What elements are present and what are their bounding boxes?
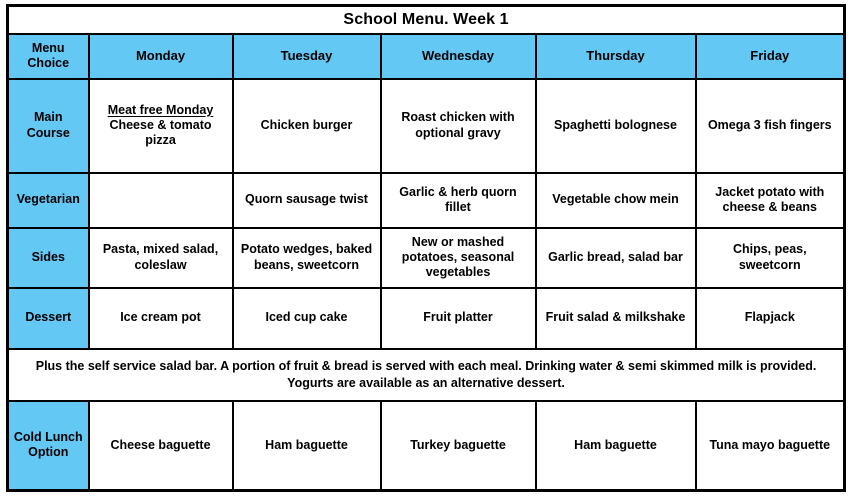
column-header-thursday: Thursday <box>536 34 696 79</box>
row-label-dessert: Dessert <box>8 288 89 349</box>
column-header-wednesday: Wednesday <box>381 34 536 79</box>
cell-sides-wednesday: New or mashed potatoes, seasonal vegetables <box>381 228 536 288</box>
menu-note-line-2: Yogurts are available as an alternative dessert. <box>287 375 565 390</box>
cell-main-course-friday: Omega 3 fish fingers <box>696 79 845 173</box>
cell-dessert-monday: Ice cream pot <box>89 288 233 349</box>
table-row-dessert <box>8 288 845 349</box>
cell-sides-thursday: Garlic bread, salad bar <box>536 228 696 288</box>
column-header-friday: Friday <box>696 34 845 79</box>
menu-choice-header-line-2: Choice <box>27 56 70 70</box>
cell-vegetarian-friday: Jacket potato with cheese & beans <box>696 173 845 228</box>
cell-dessert-friday: Flapjack <box>696 288 845 349</box>
cell-cold-lunch-wednesday: Turkey baguette <box>381 401 536 491</box>
table-row-sides <box>8 228 845 288</box>
table-row-note <box>8 349 845 401</box>
cell-main-course-thursday: Spaghetti bolognese <box>536 79 696 173</box>
main-course-label-line-2: Course <box>26 125 70 140</box>
cell-cold-lunch-friday: Tuna mayo baguette <box>696 401 845 491</box>
row-label-cold-lunch-option <box>8 401 89 491</box>
cell-cold-lunch-tuesday: Ham baguette <box>233 401 381 491</box>
cell-dessert-tuesday: Iced cup cake <box>233 288 381 349</box>
cold-lunch-label-line-1: Cold Lunch <box>13 430 83 444</box>
table-row-main-course <box>8 79 845 173</box>
cold-lunch-label-line-2: Option <box>28 445 69 460</box>
row-label-main-course <box>8 79 89 173</box>
cell-sides-friday: Chips, peas, sweetcorn <box>696 228 845 288</box>
table-row-cold-lunch-option <box>8 401 845 491</box>
menu-choice-header-line-1: Menu <box>31 40 65 55</box>
cell-sides-monday: Pasta, mixed salad, coleslaw <box>89 228 233 288</box>
school-menu-table <box>6 4 846 492</box>
cell-vegetarian-thursday: Vegetable chow mein <box>536 173 696 228</box>
table-row-vegetarian <box>8 173 845 228</box>
column-header-row <box>8 34 845 79</box>
column-header-monday: Monday <box>89 34 233 79</box>
title-row <box>8 6 845 34</box>
meat-free-monday-heading: Meat free Monday <box>107 102 214 117</box>
cell-main-course-monday <box>89 79 233 173</box>
page-title: School Menu. Week 1 <box>8 6 845 34</box>
cell-main-course-wednesday: Roast chicken with optional gravy <box>381 79 536 173</box>
menu-note-line-1: Plus the self service salad bar. A portion of fruit & bread is served with each meal. Drinking water & semi skimmed milk is provided. <box>35 358 817 373</box>
row-label-vegetarian: Vegetarian <box>8 173 89 228</box>
main-course-label-line-1: Main <box>34 110 63 125</box>
column-header-menu-choice <box>8 34 89 79</box>
cell-cold-lunch-thursday: Ham baguette <box>536 401 696 491</box>
cell-main-course-tuesday: Chicken burger <box>233 79 381 173</box>
cell-dessert-wednesday: Fruit platter <box>381 288 536 349</box>
cell-sides-tuesday: Potato wedges, baked beans, sweetcorn <box>233 228 381 288</box>
cell-vegetarian-monday <box>89 173 233 228</box>
row-label-sides: Sides <box>8 228 89 288</box>
column-header-tuesday: Tuesday <box>233 34 381 79</box>
cell-main-course-monday-text: Cheese & tomato pizza <box>109 117 212 148</box>
menu-note <box>8 349 845 401</box>
cell-vegetarian-wednesday: Garlic & herb quorn fillet <box>381 173 536 228</box>
cell-vegetarian-tuesday: Quorn sausage twist <box>233 173 381 228</box>
cell-cold-lunch-monday: Cheese baguette <box>89 401 233 491</box>
cell-dessert-thursday: Fruit salad & milkshake <box>536 288 696 349</box>
